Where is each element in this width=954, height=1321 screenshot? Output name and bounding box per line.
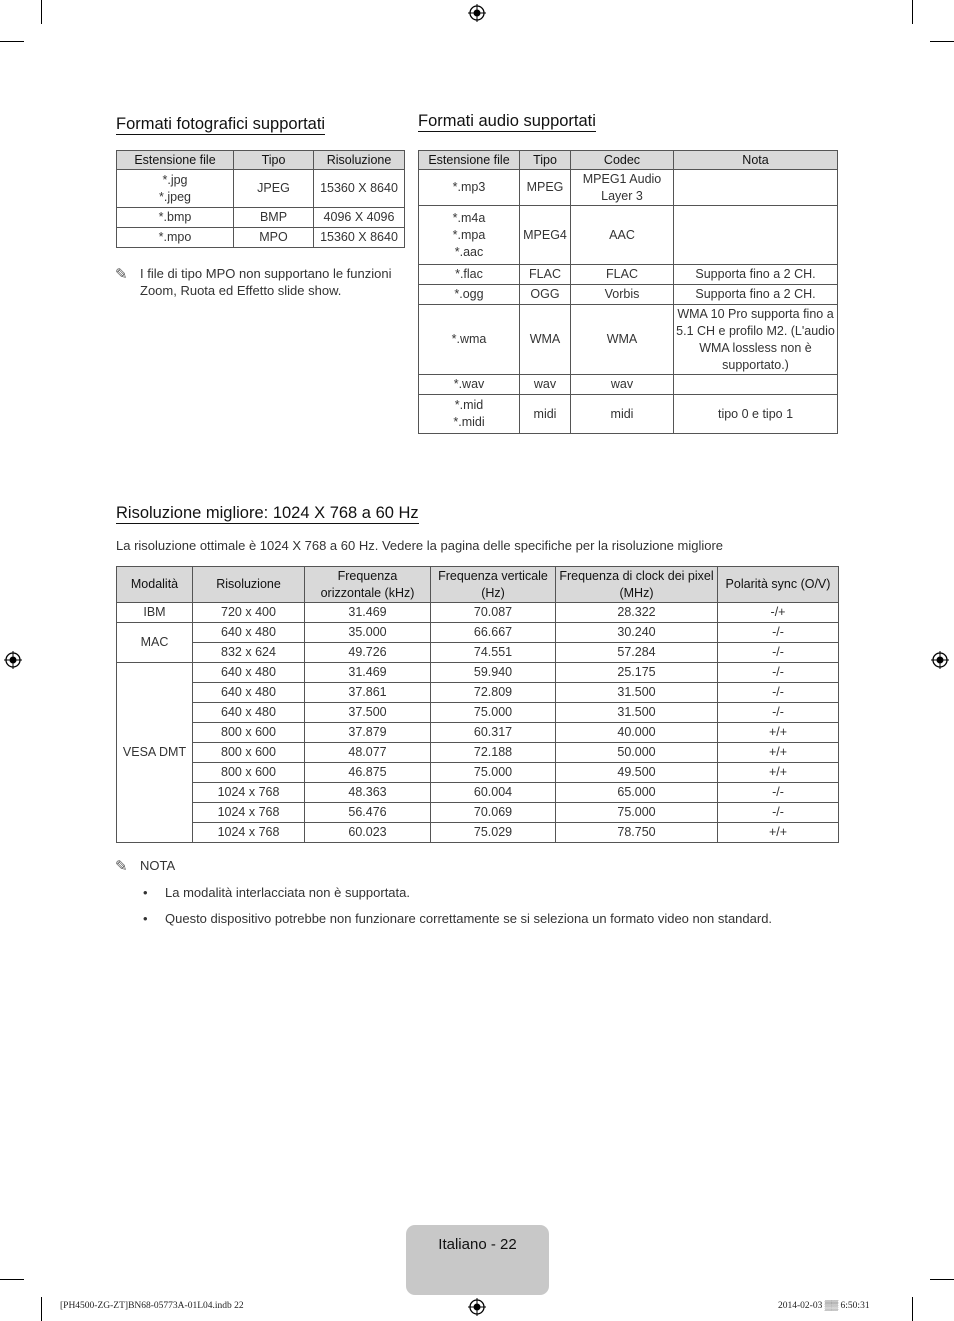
table-row (117, 643, 839, 663)
table-row (419, 395, 838, 434)
type-cell: MPO (234, 228, 314, 248)
table-row (117, 683, 839, 703)
type-cell: OGG (520, 285, 571, 305)
mode-cell: MAC (117, 623, 193, 663)
h-freq-cell: 48.363 (305, 783, 431, 803)
resolution-cell: 640 x 480 (193, 663, 305, 683)
table-row (419, 265, 838, 285)
cell-line: *.wma (451, 332, 487, 346)
column-header: Codec (571, 151, 674, 170)
v-freq-cell: 72.809 (431, 683, 556, 703)
imprint-left: [PH4500-ZG-ZT]BN68-05773A-01L04.indb 22 (60, 1301, 244, 1311)
cell-line: *.jpeg (159, 189, 191, 204)
crop-mark (0, 1279, 24, 1280)
column-header: Frequenza di clock dei pixel (MHz) (556, 567, 718, 603)
cell-line: *.aac (454, 244, 484, 259)
extension-cell (419, 375, 520, 395)
note-cell (674, 206, 838, 265)
resolution-cell: 800 x 600 (193, 723, 305, 743)
photo-formats-title: Formati fotografici supportati (116, 115, 326, 133)
codec-cell: AAC (571, 206, 674, 265)
resolution-cell: 640 x 480 (193, 623, 305, 643)
codec-cell: midi (571, 395, 674, 434)
clock-cell: 65.000 (556, 783, 718, 803)
type-cell: MPEG (520, 170, 571, 206)
type-cell: MPEG4 (520, 206, 571, 265)
v-freq-cell: 66.667 (431, 623, 556, 643)
type-cell: JPEG (234, 170, 314, 208)
clock-cell: 31.500 (556, 683, 718, 703)
table-row (419, 305, 838, 375)
resolution-cell: 640 x 480 (193, 703, 305, 723)
table-row (117, 803, 839, 823)
table-row (117, 743, 839, 763)
polarity-cell: -/- (718, 663, 839, 683)
polarity-cell: +/+ (718, 723, 839, 743)
v-freq-cell: 75.000 (431, 763, 556, 783)
h-freq-cell: 37.861 (305, 683, 431, 703)
resolution-cell: 1024 x 768 (193, 823, 305, 843)
codec-cell: FLAC (571, 265, 674, 285)
resolution-cell: 15360 X 8640 (314, 228, 405, 248)
table-row (117, 208, 405, 228)
resolution-cell: 1024 x 768 (193, 783, 305, 803)
registration-mark-icon (468, 4, 486, 22)
v-freq-cell: 75.029 (431, 823, 556, 843)
column-header: Modalità (117, 567, 193, 603)
cell-line: *.ogg (454, 287, 484, 301)
codec-cell: Vorbis (571, 285, 674, 305)
h-freq-cell: 60.023 (305, 823, 431, 843)
resolution-cell: 15360 X 8640 (314, 170, 405, 208)
column-header: Polarità sync (O/V) (718, 567, 839, 603)
clock-cell: 31.500 (556, 703, 718, 723)
polarity-cell: +/+ (718, 823, 839, 843)
clock-cell: 78.750 (556, 823, 718, 843)
cell-line: *.flac (455, 267, 483, 281)
pencil-note-icon: ✎ (115, 858, 128, 875)
polarity-cell: +/+ (718, 763, 839, 783)
h-freq-cell: 49.726 (305, 643, 431, 663)
resolution-cell: 4096 X 4096 (314, 208, 405, 228)
table-row (117, 170, 405, 208)
extension-cell (419, 170, 520, 206)
page-number: Italiano - 22 (438, 1236, 517, 1253)
note-cell (674, 170, 838, 206)
clock-cell: 75.000 (556, 803, 718, 823)
v-freq-cell: 75.000 (431, 703, 556, 723)
v-freq-cell: 74.551 (431, 643, 556, 663)
audio-formats-table (418, 150, 838, 434)
codec-cell: WMA (571, 305, 674, 375)
clock-cell: 40.000 (556, 723, 718, 743)
v-freq-cell: 60.004 (431, 783, 556, 803)
clock-cell: 25.175 (556, 663, 718, 683)
clock-cell: 50.000 (556, 743, 718, 763)
v-freq-cell: 70.087 (431, 603, 556, 623)
cell-line: *.wav (453, 377, 485, 391)
note-cell (674, 375, 838, 395)
polarity-cell: -/- (718, 623, 839, 643)
imprint-right: 2014-02-03 ▒▒ 6:50:31 (778, 1301, 870, 1311)
codec-cell: wav (571, 375, 674, 395)
codec-cell: MPEG1 Audio Layer 3 (571, 170, 674, 206)
table-row (117, 603, 839, 623)
table-row (117, 723, 839, 743)
polarity-cell: -/- (718, 703, 839, 723)
crop-mark (912, 1297, 913, 1321)
bullet-text: Questo dispositivo potrebbe non funzionare correttamente se si seleziona un formato video non standard. (165, 911, 773, 926)
polarity-cell: -/- (718, 803, 839, 823)
column-header: Tipo (520, 151, 571, 170)
polarity-cell: -/- (718, 643, 839, 663)
h-freq-cell: 31.469 (305, 603, 431, 623)
clock-cell: 30.240 (556, 623, 718, 643)
column-header: Estensione file (419, 151, 520, 170)
table-row (117, 623, 839, 643)
resolution-cell: 832 x 624 (193, 643, 305, 663)
cell-line: *.mid (454, 398, 484, 412)
bullet-icon: • (143, 911, 148, 926)
crop-mark (0, 41, 24, 42)
note-cell: Supporta fino a 2 CH. (674, 265, 838, 285)
type-cell: midi (520, 395, 571, 434)
v-freq-cell: 70.069 (431, 803, 556, 823)
h-freq-cell: 46.875 (305, 763, 431, 783)
mode-cell: IBM (117, 603, 193, 623)
table-row (117, 703, 839, 723)
v-freq-cell: 59.940 (431, 663, 556, 683)
table-row (419, 206, 838, 265)
extension-cell (419, 265, 520, 285)
clock-cell: 28.322 (556, 603, 718, 623)
table-row (117, 763, 839, 783)
h-freq-cell: 35.000 (305, 623, 431, 643)
table-row (117, 783, 839, 803)
table-row (419, 170, 838, 206)
crop-mark (912, 0, 913, 24)
h-freq-cell: 48.077 (305, 743, 431, 763)
cell-line: *.bmp (158, 210, 192, 224)
registration-mark-icon (468, 1298, 486, 1316)
column-header: Frequenza orizzontale (kHz) (305, 567, 431, 603)
nota-label: NOTA (140, 858, 176, 873)
cell-line: *.mp3 (452, 180, 486, 194)
table-row (117, 823, 839, 843)
photo-formats-table (116, 150, 405, 248)
cell-line: *.m4a (452, 210, 486, 225)
resolution-cell: 640 x 480 (193, 683, 305, 703)
cell-line: *.midi (453, 415, 485, 429)
table-row (419, 285, 838, 305)
extension-cell (117, 208, 234, 228)
type-cell: FLAC (520, 265, 571, 285)
cell-line: *.jpg (162, 172, 188, 187)
table-row (419, 375, 838, 395)
registration-mark-icon (931, 651, 949, 669)
resolution-intro: La risoluzione ottimale è 1024 X 768 a 60 Hz. Vedere la pagina delle specifiche per la risoluzione migliore (116, 538, 724, 553)
audio-formats-title: Formati audio supportati (418, 112, 596, 130)
clock-cell: 49.500 (556, 763, 718, 783)
column-header: Estensione file (117, 151, 234, 170)
type-cell: BMP (234, 208, 314, 228)
resolution-cell: 1024 x 768 (193, 803, 305, 823)
column-header: Tipo (234, 151, 314, 170)
polarity-cell: +/+ (718, 743, 839, 763)
table-row (117, 663, 839, 683)
extension-cell (117, 170, 234, 208)
resolution-cell: 720 x 400 (193, 603, 305, 623)
h-freq-cell: 56.476 (305, 803, 431, 823)
table-row (117, 228, 405, 248)
bullet-icon: • (143, 885, 148, 900)
crop-mark (930, 41, 954, 42)
resolution-cell: 800 x 600 (193, 743, 305, 763)
type-cell: WMA (520, 305, 571, 375)
registration-mark-icon (4, 651, 22, 669)
cell-line: *.mpo (158, 230, 192, 244)
clock-cell: 57.284 (556, 643, 718, 663)
crop-mark (41, 0, 42, 24)
crop-mark (930, 1279, 954, 1280)
h-freq-cell: 37.879 (305, 723, 431, 743)
extension-cell (419, 206, 520, 265)
v-freq-cell: 72.188 (431, 743, 556, 763)
extension-cell (419, 285, 520, 305)
bullet-text: La modalità interlacciata non è supportata. (165, 885, 410, 900)
resolution-table (116, 566, 839, 843)
extension-cell (117, 228, 234, 248)
resolution-cell: 800 x 600 (193, 763, 305, 783)
cell-line: *.mpa (452, 227, 486, 242)
v-freq-cell: 60.317 (431, 723, 556, 743)
note-cell: Supporta fino a 2 CH. (674, 285, 838, 305)
extension-cell (419, 305, 520, 375)
polarity-cell: -/- (718, 783, 839, 803)
photo-note: I file di tipo MPO non supportano le funzioni Zoom, Ruota ed Effetto slide show. (140, 266, 392, 298)
extension-cell (419, 395, 520, 434)
note-cell: tipo 0 e tipo 1 (674, 395, 838, 434)
mode-cell: VESA DMT (117, 663, 193, 843)
column-header: Frequenza verticale (Hz) (431, 567, 556, 603)
polarity-cell: -/+ (718, 603, 839, 623)
type-cell: wav (520, 375, 571, 395)
resolution-title: Risoluzione migliore: 1024 X 768 a 60 Hz (116, 504, 419, 522)
h-freq-cell: 37.500 (305, 703, 431, 723)
crop-mark (41, 1297, 42, 1321)
column-header: Risoluzione (314, 151, 405, 170)
column-header: Risoluzione (193, 567, 305, 603)
h-freq-cell: 31.469 (305, 663, 431, 683)
note-cell: WMA 10 Pro supporta fino a 5.1 CH e profilo M2. (L'audio WMA lossless non è supportato.) (674, 305, 838, 375)
polarity-cell: -/- (718, 683, 839, 703)
column-header: Nota (674, 151, 838, 170)
pencil-note-icon: ✎ (115, 266, 128, 283)
